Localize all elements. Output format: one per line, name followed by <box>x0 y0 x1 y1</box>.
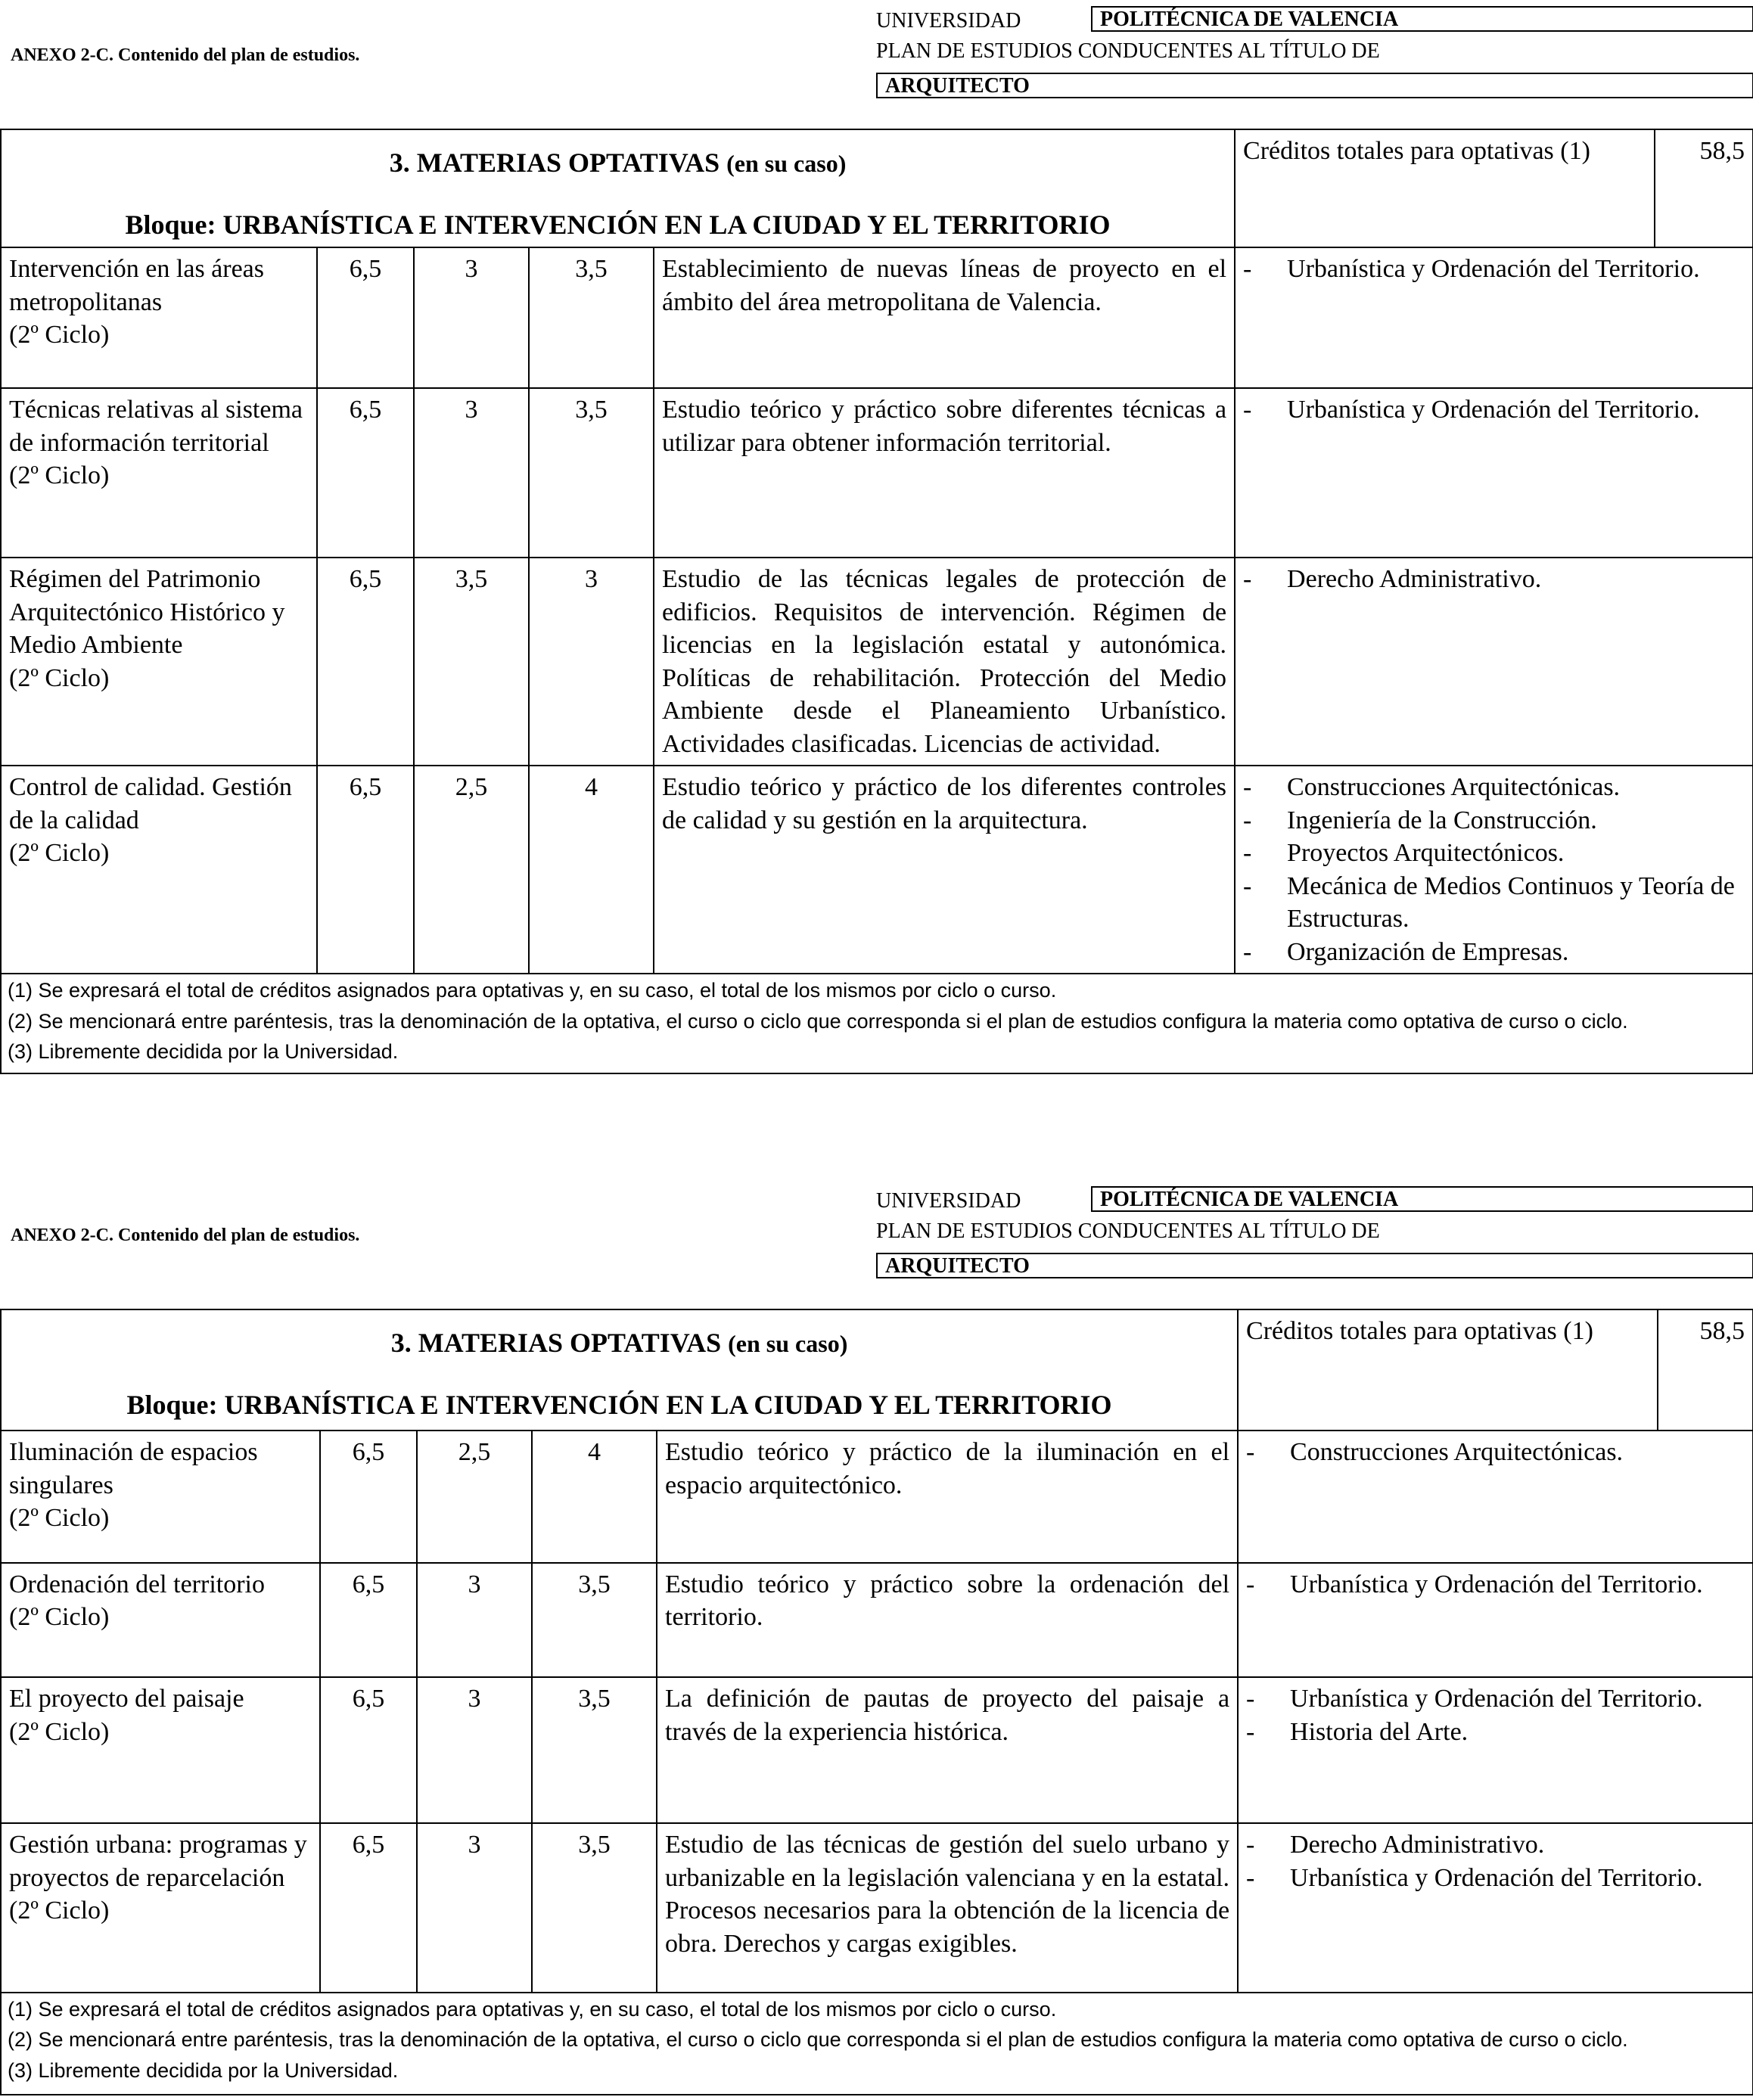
credits-value: 58,5 <box>1655 129 1753 247</box>
knowledge-area-label: Construcciones Arquitectónicas. <box>1287 773 1621 802</box>
total-credits: 6,5 <box>320 1563 417 1678</box>
footnote-2: (2) Se mencionará entre paréntesis, tras la denominación de la optativa, el curso o ciclo que corresponda si el plan de estudios configura la materia como optativa de curso o ciclo. <box>8 2028 1628 2052</box>
subject-name: Control de calidad. Gestión de la calidad <box>9 773 292 834</box>
knowledge-area-item <box>1246 1568 1745 1601</box>
practice-credits: 3,5 <box>532 1677 657 1823</box>
university-label: UNIVERSIDAD <box>876 1189 1021 1213</box>
table-row <box>1 1823 1753 1993</box>
total-credits: 6,5 <box>320 1431 417 1562</box>
list-dash: - <box>1246 1831 1255 1859</box>
degree-name: ARQUITECTO <box>876 73 1753 98</box>
degree-name: ARQUITECTO <box>876 1253 1753 1278</box>
subject-cell <box>1 558 317 766</box>
table-row <box>1 1431 1753 1562</box>
optional-subjects-table <box>0 129 1753 1074</box>
total-credits: 6,5 <box>317 247 414 388</box>
knowledge-areas <box>1238 1563 1753 1678</box>
credits-label: Créditos totales para optativas (1) <box>1235 129 1655 247</box>
block-title: Bloque: URBANÍSTICA E INTERVENCIÓN EN LA CIUDAD Y EL TERRITORIO <box>125 210 1111 241</box>
total-credits: 6,5 <box>317 558 414 766</box>
knowledge-area-label: Organización de Empresas. <box>1287 937 1569 966</box>
annex-title: ANEXO 2-C. Contenido del plan de estudios. <box>11 45 360 65</box>
theory-credits: 2,5 <box>417 1431 532 1562</box>
knowledge-areas <box>1235 766 1753 974</box>
practice-credits: 4 <box>532 1431 657 1562</box>
subject-description: La definición de pautas de proyecto del paisaje a través de la experiencia histórica. <box>657 1677 1238 1823</box>
knowledge-areas <box>1238 1431 1753 1562</box>
knowledge-area-item <box>1246 1862 1745 1895</box>
footnote-1: (1) Se expresará el total de créditos asignados para optativas y, en su caso, el total de los mismos por ciclo o curso. <box>8 1997 1057 2021</box>
table-row <box>1 766 1753 974</box>
footnote-3: (3) Libremente decidida por la Universidad. <box>8 1040 399 1064</box>
subject-cycle: (2º Ciclo) <box>9 663 110 692</box>
subject-name: El proyecto del paisaje <box>9 1685 244 1713</box>
practice-credits: 3,5 <box>532 1563 657 1678</box>
table-title-cell <box>1 129 1235 247</box>
optional-subjects-table <box>0 1309 1753 2095</box>
knowledge-area-item <box>1243 393 1745 427</box>
list-dash: - <box>1243 255 1252 284</box>
table-title-suffix: (en su caso) <box>726 150 847 177</box>
total-credits: 6,5 <box>317 388 414 558</box>
total-credits: 6,5 <box>320 1823 417 1993</box>
subject-cycle: (2º Ciclo) <box>9 321 110 349</box>
subject-description: Establecimiento de nuevas líneas de proyecto en el ámbito del área metropolitana de Valencia. <box>654 247 1235 388</box>
knowledge-areas <box>1235 388 1753 558</box>
practice-credits: 3,5 <box>529 247 654 388</box>
table-row <box>1 1677 1753 1823</box>
total-credits: 6,5 <box>320 1677 417 1823</box>
knowledge-area-item <box>1243 253 1745 286</box>
subject-cycle: (2º Ciclo) <box>9 1897 110 1925</box>
table-row <box>1 558 1753 766</box>
subject-name: Régimen del Patrimonio Arquitectónico Histórico y Medio Ambiente <box>9 565 285 660</box>
knowledge-area-item <box>1246 1716 1745 1749</box>
subject-cell <box>1 388 317 558</box>
credits-label: Créditos totales para optativas (1) <box>1238 1309 1658 1431</box>
subject-cell <box>1 1677 320 1823</box>
list-dash: - <box>1246 1570 1255 1598</box>
knowledge-areas <box>1238 1823 1753 1993</box>
list-dash: - <box>1243 871 1252 900</box>
list-dash: - <box>1243 396 1252 424</box>
knowledge-area-item <box>1243 804 1745 837</box>
footnotes <box>1 1993 1753 2095</box>
subject-description: Estudio teórico y práctico de la iluminación en el espacio arquitectónico. <box>657 1431 1238 1562</box>
knowledge-area-item <box>1246 1436 1745 1469</box>
subject-name: Intervención en las áreas metropolitanas <box>9 255 264 316</box>
subject-name: Ordenación del territorio <box>9 1570 265 1598</box>
knowledge-area-label: Mecánica de Medios Continuos y Teoría de Estructuras. <box>1287 871 1735 934</box>
knowledge-area-label: Urbanística y Ordenación del Territorio. <box>1290 1570 1703 1598</box>
subject-cycle: (2º Ciclo) <box>9 461 110 490</box>
theory-credits: 3 <box>414 388 529 558</box>
table-title-suffix: (en su caso) <box>728 1330 848 1357</box>
practice-credits: 4 <box>529 766 654 974</box>
subject-description: Estudio de las técnicas de gestión del suelo urbano y urbanizable en la legislación valenciana y en la estatal. Procesos necesarios para la obtención de la licencia de obra. Derechos y cargas exigibles. <box>657 1823 1238 1993</box>
footnotes <box>1 974 1753 1073</box>
subject-cycle: (2º Ciclo) <box>9 1504 110 1533</box>
block-title: Bloque: URBANÍSTICA E INTERVENCIÓN EN LA CIUDAD Y EL TERRITORIO <box>126 1390 1112 1421</box>
knowledge-area-label: Urbanística y Ordenación del Territorio. <box>1287 255 1700 284</box>
subject-cell <box>1 247 317 388</box>
knowledge-area-label: Derecho Administrativo. <box>1290 1831 1545 1859</box>
theory-credits: 3 <box>417 1563 532 1678</box>
knowledge-area-item <box>1243 837 1745 870</box>
list-dash: - <box>1243 806 1252 834</box>
theory-credits: 3 <box>417 1823 532 1993</box>
practice-credits: 3 <box>529 558 654 766</box>
table-row <box>1 388 1753 558</box>
subject-description: Estudio teórico y práctico sobre la ordenación del territorio. <box>657 1563 1238 1678</box>
table-title: 3. MATERIAS OPTATIVAS <box>390 1328 722 1358</box>
subject-cycle: (2º Ciclo) <box>9 839 110 868</box>
theory-credits: 3 <box>417 1677 532 1823</box>
university-label: UNIVERSIDAD <box>876 9 1021 33</box>
knowledge-area-item <box>1243 936 1745 969</box>
theory-credits: 3,5 <box>414 558 529 766</box>
list-dash: - <box>1243 565 1252 594</box>
knowledge-area-item <box>1243 771 1745 804</box>
theory-credits: 2,5 <box>414 766 529 974</box>
subject-cell <box>1 1563 320 1678</box>
subject-cell <box>1 1431 320 1562</box>
practice-credits: 3,5 <box>532 1823 657 1993</box>
table-title-cell <box>1 1309 1238 1431</box>
annex-title: ANEXO 2-C. Contenido del plan de estudios. <box>11 1226 360 1245</box>
knowledge-area-label: Urbanística y Ordenación del Territorio. <box>1290 1863 1703 1892</box>
theory-credits: 3 <box>414 247 529 388</box>
subject-description: Estudio de las técnicas legales de protección de edificios. Requisitos de intervención. Régimen de licencias en la legislación estatal y autonómica. Políticas de rehabilitación. Protección del Medio Ambiente desde el Planeamiento Urbanístico. Actividades clasificadas. Licencias de actividad. <box>654 558 1235 766</box>
subject-cycle: (2º Ciclo) <box>9 1603 110 1632</box>
university-name: POLITÉCNICA DE VALENCIA <box>1091 1186 1753 1212</box>
total-credits: 6,5 <box>317 766 414 974</box>
footnote-1: (1) Se expresará el total de créditos asignados para optativas y, en su caso, el total de los mismos por ciclo o curso. <box>8 979 1057 1002</box>
subject-description: Estudio teórico y práctico sobre diferentes técnicas a utilizar para obtener información territorial. <box>654 388 1235 558</box>
plan-label: PLAN DE ESTUDIOS CONDUCENTES AL TÍTULO DE <box>876 39 1380 63</box>
subject-name: Técnicas relativas al sistema de información territorial <box>9 396 303 457</box>
footnote-2: (2) Se mencionará entre paréntesis, tras la denominación de la optativa, el curso o ciclo que corresponda si el plan de estudios configura la materia como optativa de curso o ciclo. <box>8 1009 1628 1033</box>
subject-name: Iluminación de espacios singulares <box>9 1438 258 1499</box>
knowledge-areas <box>1238 1677 1753 1823</box>
practice-credits: 3,5 <box>529 388 654 558</box>
knowledge-area-label: Construcciones Arquitectónicas. <box>1290 1438 1624 1467</box>
table-title: 3. MATERIAS OPTATIVAS <box>389 148 720 178</box>
credits-value: 58,5 <box>1658 1309 1753 1431</box>
subject-cell <box>1 1823 320 1993</box>
table-row <box>1 247 1753 388</box>
university-name: POLITÉCNICA DE VALENCIA <box>1091 6 1753 32</box>
knowledge-area-label: Urbanística y Ordenación del Territorio. <box>1290 1685 1703 1713</box>
knowledge-area-item <box>1246 1828 1745 1862</box>
knowledge-area-label: Proyectos Arquitectónicos. <box>1287 839 1565 868</box>
list-dash: - <box>1243 937 1252 966</box>
list-dash: - <box>1243 839 1252 868</box>
footnote-3: (3) Libremente decidida por la Universidad. <box>8 2059 399 2083</box>
table-row <box>1 1563 1753 1678</box>
subject-name: Gestión urbana: programas y proyectos de reparcelación <box>9 1831 307 1892</box>
plan-label: PLAN DE ESTUDIOS CONDUCENTES AL TÍTULO DE <box>876 1219 1380 1243</box>
list-dash: - <box>1246 1438 1255 1467</box>
knowledge-areas <box>1235 247 1753 388</box>
knowledge-area-label: Urbanística y Ordenación del Territorio. <box>1287 396 1700 424</box>
list-dash: - <box>1246 1717 1255 1746</box>
knowledge-area-item <box>1243 870 1745 936</box>
list-dash: - <box>1246 1685 1255 1713</box>
subject-description: Estudio teórico y práctico de los diferentes controles de calidad y su gestión en la arquitectura. <box>654 766 1235 974</box>
knowledge-area-label: Derecho Administrativo. <box>1287 565 1542 594</box>
knowledge-area-item <box>1243 563 1745 596</box>
knowledge-area-label: Ingeniería de la Construcción. <box>1287 806 1597 834</box>
list-dash: - <box>1246 1863 1255 1892</box>
knowledge-area-label: Historia del Arte. <box>1290 1717 1469 1746</box>
knowledge-area-item <box>1246 1682 1745 1716</box>
subject-cell <box>1 766 317 974</box>
knowledge-areas <box>1235 558 1753 766</box>
list-dash: - <box>1243 773 1252 802</box>
subject-cycle: (2º Ciclo) <box>9 1717 110 1746</box>
